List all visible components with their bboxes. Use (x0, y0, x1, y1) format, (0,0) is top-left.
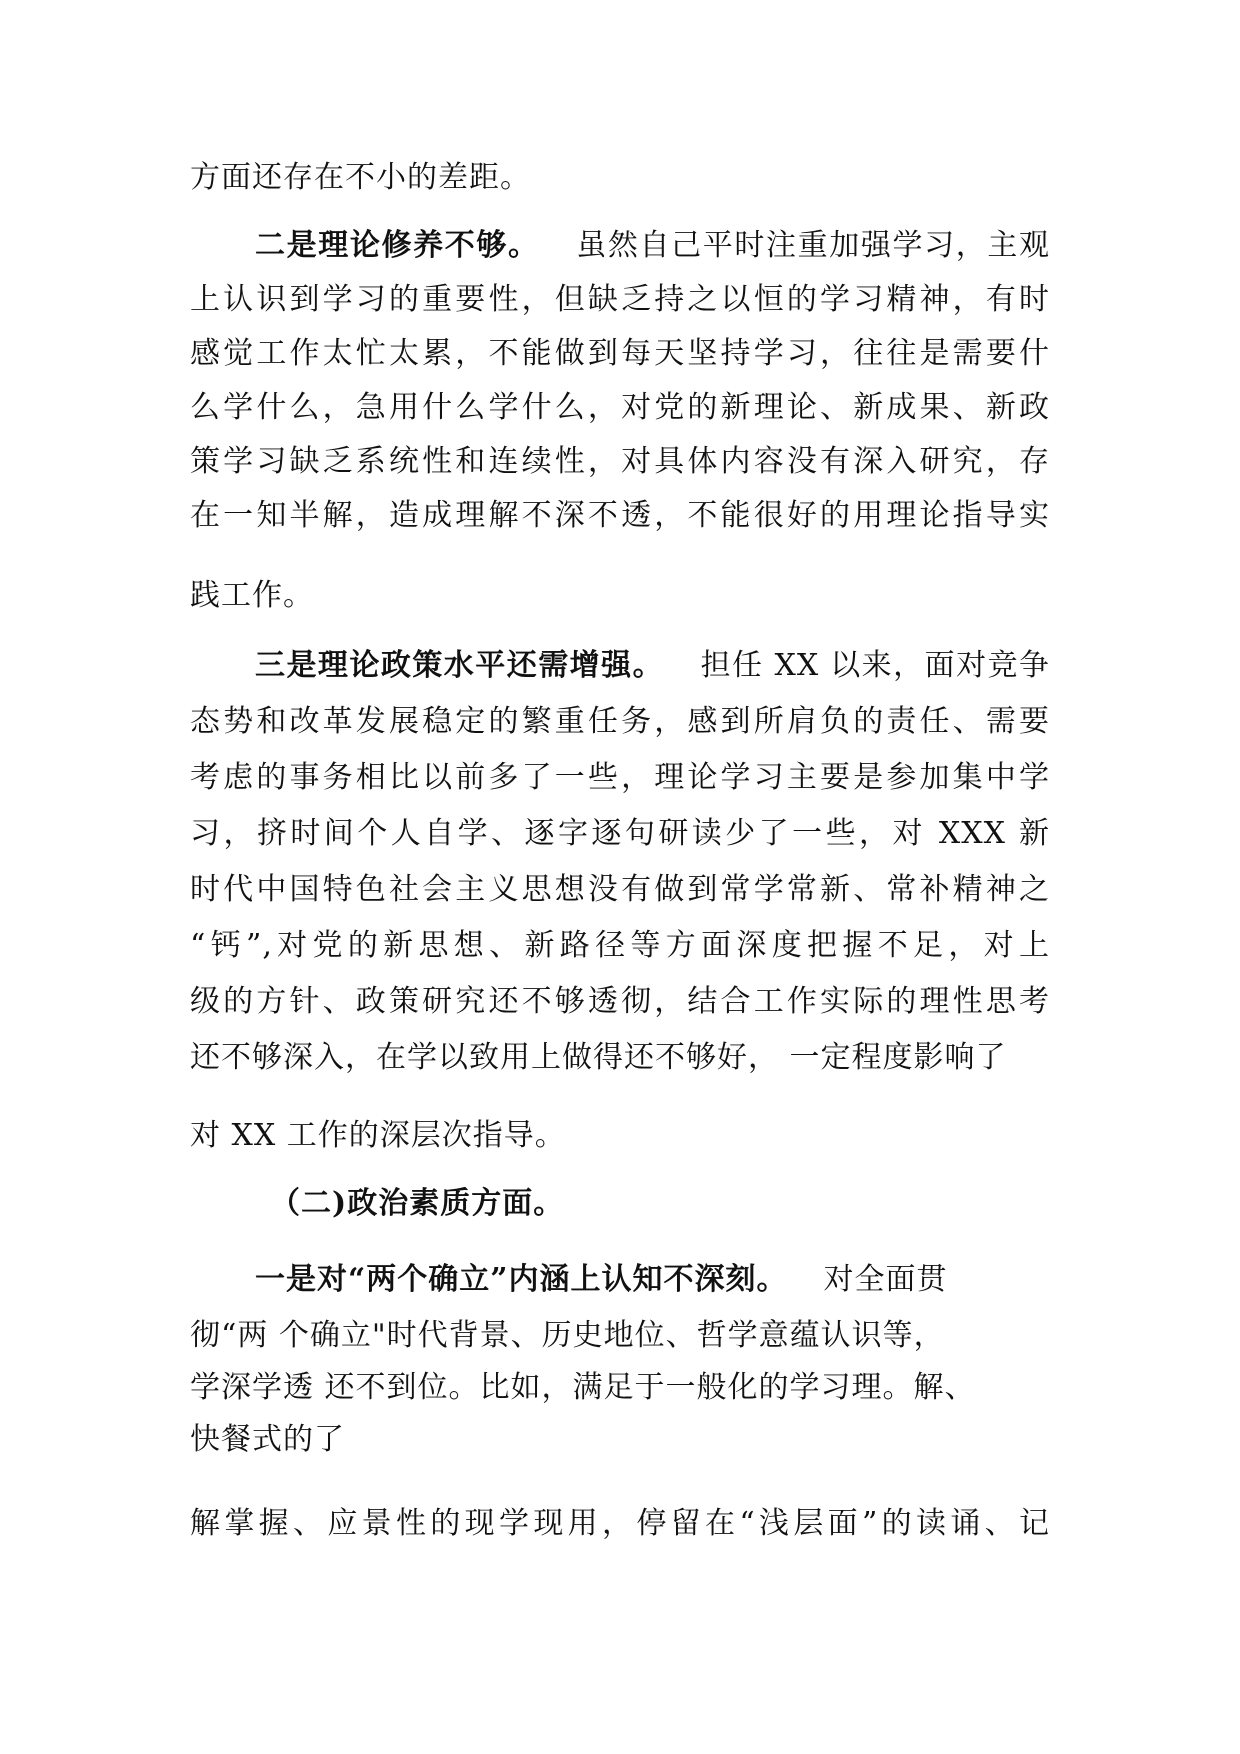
body-text-line: 级的方针、政策研究还不够透彻，结合工作实际的理性思考 (190, 984, 1050, 1019)
body-text-line: 策学习缺乏系统性和连续性，对具体内容没有深入研究，存 (190, 444, 1050, 479)
paragraph-first-line (255, 1254, 1050, 1306)
body-text-line: 快餐式的了 (190, 1422, 345, 1457)
body-text-line: 时代中国特色社会主义思想没有做到常学常新、常补精神之 (190, 872, 1050, 907)
body-text-line: 彻“两 个确立"时代背景、历史地位、哲学意蕴认识等， (190, 1318, 945, 1353)
body-text-line: 还不够深入，在学以致用上做得还不够好， 一定程度影响了 (190, 1040, 1007, 1075)
body-text-line: 感觉工作太忙太累，不能做到每天坚持学习，往往是需要什 (190, 336, 1050, 371)
body-text-line: 上认识到学习的重要性，但缺乏持之以恒的学习精神，有时 (190, 282, 1050, 317)
paragraph-text: 对全面贯 (823, 1262, 948, 1297)
body-text-line: 么学什么，急用什么学什么，对党的新理论、新成果、新政 (190, 390, 1050, 425)
paragraph-heading: 二是理论修养不够。 (255, 228, 540, 263)
paragraph-first-line (255, 640, 1050, 692)
body-text-line: 对 XX 工作的深层次指导。 (190, 1118, 566, 1153)
paragraph-heading: 三是理论政策水平还需增强。 (255, 648, 665, 683)
body-text-line: 解掌握、应景性的现学现用，停留在“浅层面”的读诵、记 (190, 1506, 1050, 1541)
paragraph-heading: 一是对“两个确立”内涵上认知不深刻。 (255, 1262, 788, 1297)
body-text-line: 践工作。 (190, 578, 314, 613)
body-text-line: 态势和改革发展稳定的繁重任务，感到所肩负的责任、需要 (190, 704, 1050, 739)
section-heading: （二)政治素质方面。 (270, 1186, 565, 1221)
paragraph-text: 担任 XX 以来，面对竞争 (700, 648, 1050, 683)
body-text-line: “钙”,对党的新思想、新路径等方面深度把握不足，对上 (190, 928, 1050, 963)
body-text-line: 方面还存在不小的差距。 (190, 160, 531, 195)
body-text-line: 考虑的事务相比以前多了一些，理论学习主要是参加集中学 (190, 760, 1050, 795)
paragraph-text: 虽然自己平时注重加强学习，主观 (575, 228, 1050, 263)
paragraph-first-line (255, 220, 1050, 272)
body-text-line: 在一知半解，造成理解不深不透，不能很好的用理论指导实 (190, 498, 1050, 533)
body-text-line: 习，挤时间个人自学、逐字逐句研读少了一些，对 XXX 新 (190, 816, 1050, 851)
body-text-line: 学深学透 还不到位。比如，满足于一般化的学习理。解、 (190, 1370, 976, 1405)
